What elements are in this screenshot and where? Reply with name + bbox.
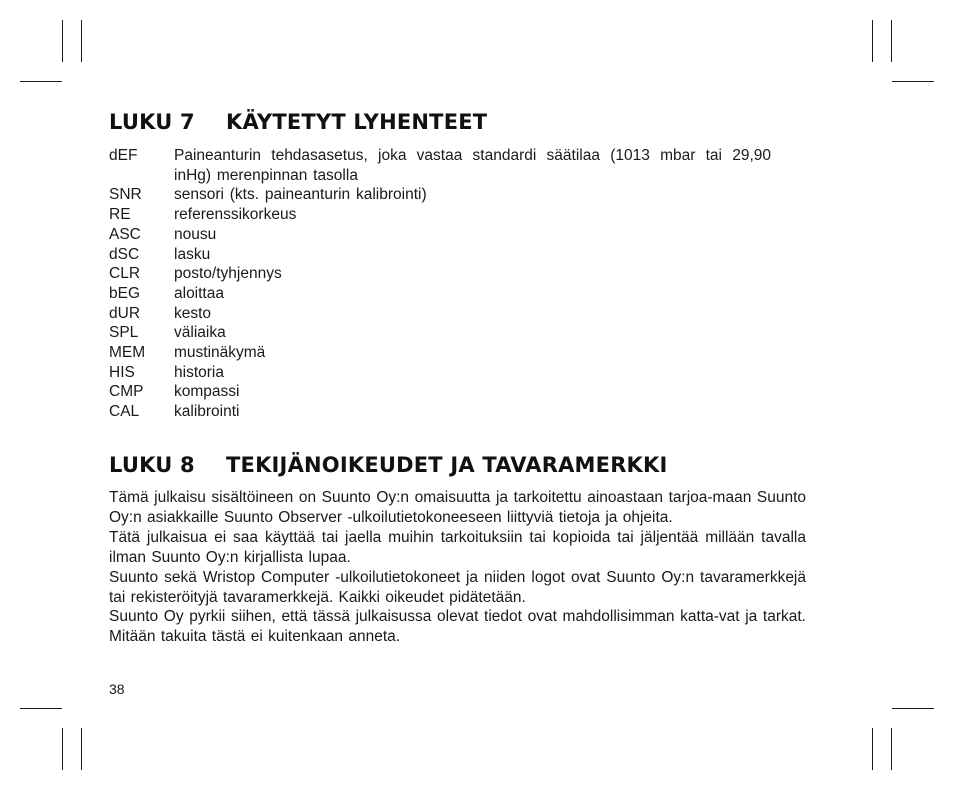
abbreviation-description: nousu: [174, 225, 217, 243]
crop-mark-top-right-vertical-inner: [872, 20, 873, 62]
abbreviation-code: RE: [109, 206, 131, 224]
abbreviation-item-re: [109, 205, 771, 225]
copyright-text: [109, 488, 806, 647]
abbreviation-item-cmp: [109, 382, 771, 402]
page-number: 38: [109, 681, 125, 697]
abbreviation-description: kalibrointi: [174, 403, 240, 421]
crop-mark-bottom-left-horizontal: [20, 708, 62, 709]
abbreviation-code: bEG: [109, 284, 141, 302]
crop-mark-top-left-vertical-inner: [81, 20, 82, 62]
trademark-paragraph: Suunto sekä Wristop Computer -ulkoilutietokoneet ja niiden logot ovat Suunto Oy:n tavaramerkkejä tai rekisteröityjä tavaramerkkejä. Kaikki oikeudet pidätetään.: [109, 568, 806, 606]
abbreviation-code: ASC: [109, 225, 141, 243]
abbreviation-description: mustinäkymä: [174, 344, 266, 362]
abbreviation-item-clr: [109, 264, 771, 284]
abbreviation-item-spl: [109, 323, 771, 343]
crop-mark-top-right-vertical-outer: [891, 20, 892, 62]
abbreviation-code: CLR: [109, 265, 141, 283]
abbreviation-description: aloittaa: [174, 284, 224, 302]
abbreviation-item-cal: [109, 402, 771, 422]
chapter-7-number: LUKU 7: [109, 110, 195, 134]
abbreviation-description: Paineanturin tehdasasetus, joka vastaa standardi säätilaa (1013 mbar tai 29,90 inHg) merenpinnan tasolla: [174, 147, 771, 184]
abbreviation-item-beg: [109, 284, 771, 304]
abbreviation-code: SNR: [109, 186, 142, 204]
copyright-paragraph: Tätä julkaisua ei saa käyttää tai jaella muihin tarkoituksiin tai kopioida tai jäljentää millään tavalla ilman Suunto Oy:n kirjallista lupaa.: [109, 528, 806, 566]
crop-mark-bottom-right-vertical-inner: [872, 728, 873, 770]
abbreviation-code: SPL: [109, 324, 139, 342]
abbreviation-code: dUR: [109, 304, 141, 322]
disclaimer-paragraph: Suunto Oy pyrkii siihen, että tässä julkaisussa olevat tiedot ovat mahdollisimman katta-vat ja tarkat. Mitään takuita tästä ei kuitenkaan anneta.: [109, 608, 806, 646]
abbreviation-item-asc: [109, 225, 771, 245]
abbreviation-item-dsc: [109, 245, 771, 265]
abbreviation-code: HIS: [109, 363, 135, 381]
abbreviation-description: posto/tyhjennys: [174, 265, 282, 283]
crop-mark-bottom-right-horizontal: [892, 708, 934, 709]
abbreviation-code: MEM: [109, 344, 146, 362]
chapter-7-heading: [109, 110, 487, 134]
abbreviation-description: kompassi: [174, 383, 240, 401]
abbreviation-item-def: [109, 146, 771, 185]
abbreviation-description: lasku: [174, 245, 211, 263]
abbreviation-code: CMP: [109, 383, 144, 401]
abbreviation-description: kesto: [174, 304, 212, 322]
abbreviation-item-dur: [109, 304, 771, 324]
abbreviation-code: CAL: [109, 403, 140, 421]
crop-mark-top-left-horizontal: [20, 81, 62, 82]
chapter-8-number: LUKU 8: [109, 453, 195, 477]
crop-mark-bottom-left-vertical-outer: [62, 728, 63, 770]
abbreviation-item-snr: [109, 185, 771, 205]
abbreviation-item-mem: [109, 343, 771, 363]
abbreviation-code: dEF: [109, 147, 138, 164]
abbreviation-list: [109, 146, 771, 422]
abbreviation-description: väliaika: [174, 324, 226, 342]
chapter-8-heading: [109, 453, 668, 477]
crop-mark-bottom-right-vertical-outer: [891, 728, 892, 770]
abbreviation-description: referenssikorkeus: [174, 206, 297, 224]
copyright-paragraph: Tämä julkaisu sisältöineen on Suunto Oy:n omaisuutta ja tarkoitettu ainoastaan tarjoa-maan Suunto Oy:n asiakkaille Suunto Observer -ulkoilutietokoneeseen liittyviä tietoja ja ohjeita.: [109, 489, 806, 526]
crop-mark-bottom-left-vertical-inner: [81, 728, 82, 770]
chapter-8-title: TEKIJÄNOIKEUDET JA TAVARAMERKKI: [226, 453, 668, 477]
abbreviation-code: dSC: [109, 245, 140, 263]
crop-mark-top-right-horizontal: [892, 81, 934, 82]
abbreviation-item-his: [109, 363, 771, 383]
crop-mark-top-left-vertical-outer: [62, 20, 63, 62]
abbreviation-description: historia: [174, 363, 224, 381]
abbreviation-description: sensori (kts. paineanturin kalibrointi): [174, 186, 427, 204]
chapter-7-title: KÄYTETYT LYHENTEET: [226, 110, 488, 134]
